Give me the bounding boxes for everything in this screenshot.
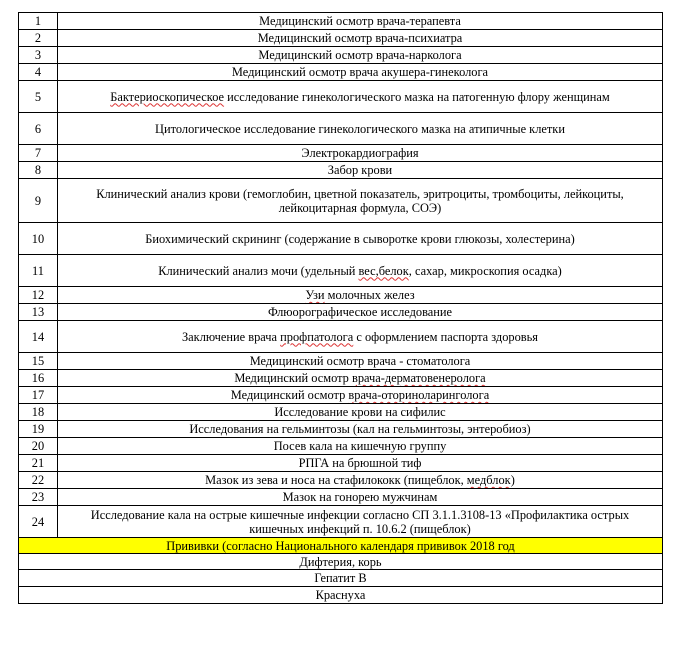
row-number: 20 <box>19 438 58 455</box>
service-name <box>58 13 663 30</box>
row-number: 24 <box>19 506 58 538</box>
spellcheck-word: Узи <box>305 288 325 302</box>
service-text: Медицинский осмотр врача акушера-гинеколога <box>231 65 489 79</box>
row-number: 5 <box>19 81 58 113</box>
service-text: Медицинский осмотр <box>230 388 349 402</box>
table-row <box>19 13 663 30</box>
service-text: Мазок на гонорею мужчинам <box>282 490 438 504</box>
service-text: Забор крови <box>327 163 393 177</box>
service-name <box>58 30 663 47</box>
vaccination-item: Краснуха <box>19 587 663 604</box>
service-text: Медицинский осмотр врача-нарколога <box>258 48 462 62</box>
spellcheck-word: Бактериоскопическое <box>110 89 225 104</box>
row-number: 2 <box>19 30 58 47</box>
table-row <box>19 404 663 421</box>
row-number: 1 <box>19 13 58 30</box>
table-row <box>19 321 663 353</box>
service-name <box>58 438 663 455</box>
table-row <box>19 255 663 287</box>
table-row <box>19 179 663 223</box>
service-name <box>58 353 663 370</box>
service-name <box>58 421 663 438</box>
vaccination-row <box>19 587 663 604</box>
table-row <box>19 438 663 455</box>
row-number: 3 <box>19 47 58 64</box>
service-name <box>58 404 663 421</box>
vaccinations-header: Прививки (согласно Национального календаря прививок 2018 год <box>19 538 663 554</box>
table-row <box>19 506 663 538</box>
vaccinations-header-row <box>19 538 663 554</box>
vaccination-item: Дифтерия, корь <box>19 554 663 570</box>
service-text: Исследования на гельминтозы (кал на гельминтозы, энтеробиоз) <box>189 422 531 436</box>
table-row <box>19 113 663 145</box>
service-name <box>58 113 663 145</box>
row-number: 10 <box>19 223 58 255</box>
table-row <box>19 162 663 179</box>
row-number: 11 <box>19 255 58 287</box>
row-number: 4 <box>19 64 58 81</box>
table-row <box>19 81 663 113</box>
service-name <box>58 304 663 321</box>
service-text: РПГА на брюшной тиф <box>298 456 422 470</box>
row-number: 22 <box>19 472 58 489</box>
service-text: Флюорографическое исследование <box>267 305 453 319</box>
table-row <box>19 287 663 304</box>
table-row <box>19 64 663 81</box>
service-text: Медицинский осмотр <box>234 371 352 385</box>
service-name <box>58 506 663 538</box>
table-row <box>19 223 663 255</box>
table-row <box>19 455 663 472</box>
row-number: 23 <box>19 489 58 506</box>
row-number: 7 <box>19 145 58 162</box>
row-number: 9 <box>19 179 58 223</box>
service-text: Исследование кала на острые кишечные инфекции согласно СП 3.1.1.3108-13 «Профилактика острых кишечных инфекций п. 10.6.2 (пищеблок) <box>90 507 630 536</box>
row-number: 21 <box>19 455 58 472</box>
service-text: Клинический анализ крови (гемоглобин, цветной показатель, эритроциты, тромбоциты, лейкоциты, лейкоцитарная формула, СОЭ) <box>96 186 624 215</box>
service-name <box>58 370 663 387</box>
table-row <box>19 47 663 64</box>
row-number: 18 <box>19 404 58 421</box>
service-text: Посев кала на кишечную группу <box>273 439 447 453</box>
row-number: 16 <box>19 370 58 387</box>
service-name <box>58 223 663 255</box>
service-text: с оформлением паспорта здоровья <box>353 329 539 344</box>
spellcheck-word: вес,белок <box>358 263 409 278</box>
service-text: Медицинский осмотр врача-психиатра <box>257 31 463 45</box>
service-name <box>58 47 663 64</box>
row-number: 13 <box>19 304 58 321</box>
table-row <box>19 145 663 162</box>
service-name <box>58 255 663 287</box>
table-row <box>19 421 663 438</box>
row-number: 15 <box>19 353 58 370</box>
service-name <box>58 387 663 404</box>
table-row <box>19 387 663 404</box>
service-name <box>58 162 663 179</box>
service-text: исследование гинекологического мазка на патогенную флору женщинам <box>224 89 610 104</box>
spellcheck-word: врача-оториноларинголога <box>348 388 490 402</box>
service-text: ) <box>510 473 515 487</box>
service-name <box>58 287 663 304</box>
service-name <box>58 81 663 113</box>
vaccination-row <box>19 554 663 570</box>
table-row <box>19 304 663 321</box>
row-number: 12 <box>19 287 58 304</box>
row-number: 6 <box>19 113 58 145</box>
service-text: Клинический анализ мочи (удельный <box>158 263 359 278</box>
table-row <box>19 472 663 489</box>
table-row <box>19 489 663 506</box>
service-name <box>58 64 663 81</box>
services-table <box>18 12 663 604</box>
spellcheck-word: профпатолога <box>280 329 354 344</box>
table-row <box>19 30 663 47</box>
service-text: Медицинский осмотр врача - стоматолога <box>249 354 471 368</box>
vaccination-item: Гепатит В <box>19 570 663 587</box>
services-sheet <box>18 12 660 604</box>
service-text: Цитологическое исследование гинекологического мазка на атипичные клетки <box>155 121 565 136</box>
spellcheck-word: врача-дерматовенеролога <box>351 371 486 385</box>
row-number: 8 <box>19 162 58 179</box>
service-text: Медицинский осмотр врача-терапевта <box>259 14 461 28</box>
row-number: 19 <box>19 421 58 438</box>
service-name <box>58 145 663 162</box>
service-name <box>58 472 663 489</box>
service-name <box>58 179 663 223</box>
service-text: , сахар, микроскопия осадка) <box>408 263 562 278</box>
service-text: Мазок из зева и носа на стафилококк (пищеблок, <box>205 473 467 487</box>
service-name <box>58 489 663 506</box>
service-text: Заключение врача <box>181 329 281 344</box>
row-number: 17 <box>19 387 58 404</box>
row-number: 14 <box>19 321 58 353</box>
service-text: Исследование крови на сифилис <box>274 405 446 419</box>
service-name <box>58 455 663 472</box>
table-row <box>19 353 663 370</box>
vaccination-row <box>19 570 663 587</box>
service-text: Биохимический скрининг (содержание в сыворотке крови глюкозы, холестерина) <box>145 231 575 246</box>
services-table-body <box>19 13 663 604</box>
spellcheck-word: медблок <box>466 473 511 487</box>
service-text: молочных желез <box>324 288 415 302</box>
service-name <box>58 321 663 353</box>
service-text: Электрокардиография <box>301 146 419 160</box>
table-row <box>19 370 663 387</box>
